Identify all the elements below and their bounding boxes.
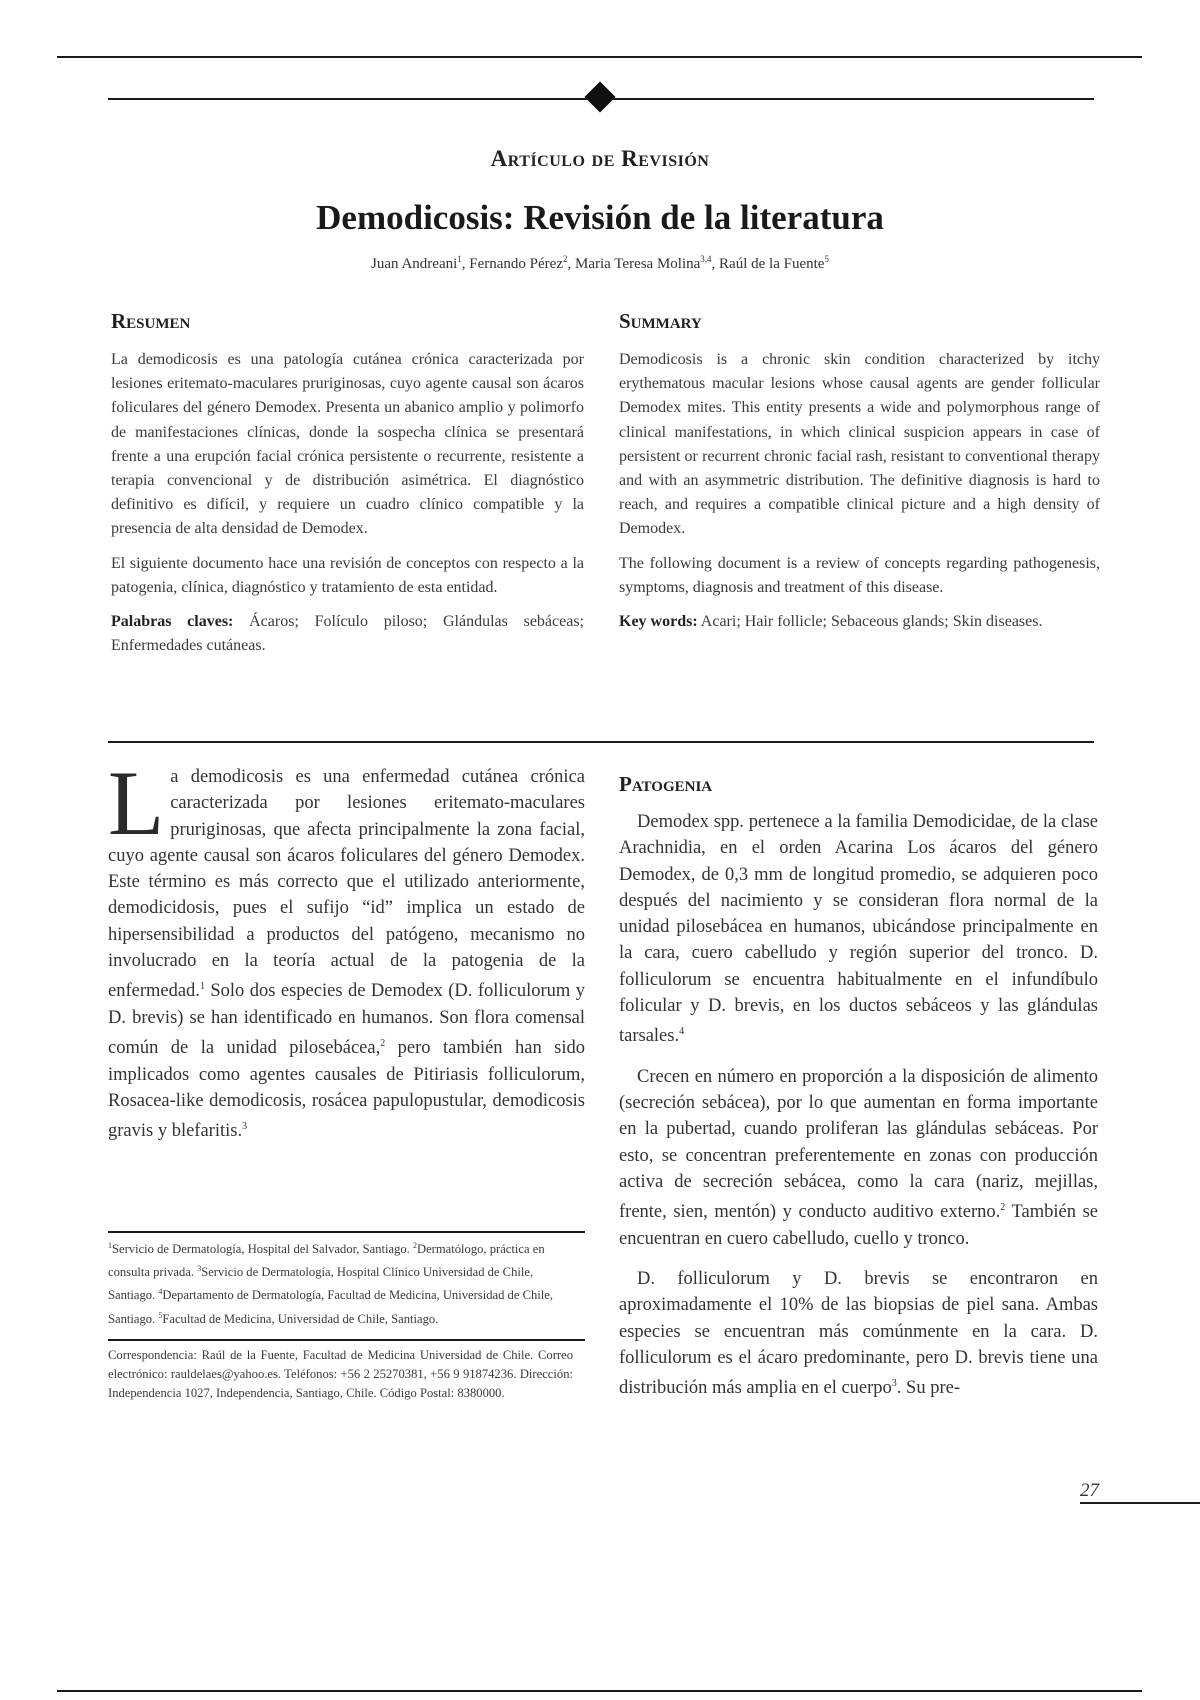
patogenia-heading: Patogenia: [619, 772, 713, 796]
page-number: 27: [1080, 1480, 1099, 1501]
author-name: Juan Andreani: [371, 256, 458, 272]
patogenia-paragraph: Crecen en número en proporción a la disposición de alimento (secreción sebácea), por lo que aumentan en forma importante en la pubertad, cuando proliferan las glándulas sebáceas. Por esto, se concentran preferentemente en zonas con producción activa de secreción sebácea, como la cara (nariz, mejillas, frente, sien, mentón) y conducto auditivo externo.$^2$ También se encuentran en cuero cabelludo, cuello y tronco.: [619, 1066, 1098, 1249]
author-name: Raúl de la Fuente: [719, 256, 825, 272]
resumen-paragraph: El siguiente documento hace una revisión de conceptos con respecto a la patogenia, clínica, diagnóstico y tratamiento de esta entidad.: [111, 554, 584, 596]
summary-keywords: [619, 610, 1100, 634]
author-list: Juan Andreani$^1$, Fernando Pérez$^2$, Maria Teresa Molina$^{3,4}$, Raúl de la Fuente$^5$: [371, 254, 829, 272]
summary-block: [619, 309, 1100, 644]
citation-sup: 3: [242, 1121, 248, 1133]
summary-paragraph: Demodicosis is a chronic skin condition characterized by itchy erythematous macular lesions whose causal agents are gender follicular Demodex mites. This entity presents a wide and polymorphous range of clinical manifestations, in which clinical suspicion appears in case of persistent or recurrent chronic facial rash, resistant to conventional therapy and with an asymmetric distribution. The definitive diagnosis is hard to reach, and requires a compatible clinical picture and a high density of Demodex.: [619, 351, 1100, 538]
summary-heading: Summary: [619, 309, 702, 333]
keywords-label: Palabras claves:: [111, 613, 234, 631]
intro-paragraph: [108, 752, 585, 1145]
citation-sup: 1: [199, 981, 205, 993]
author-name: Maria Teresa Molina: [575, 256, 701, 272]
author-sup: 1: [457, 254, 462, 264]
page-number-rule: [1080, 1502, 1200, 1504]
diamond-ornament: [584, 81, 615, 112]
summary-paragraph: The following document is a review of concepts regarding pathogenesis, symptoms, diagnosis and treatment of this disease.: [619, 554, 1100, 596]
author-sup: 5: [824, 254, 829, 264]
author-sup: 3,4: [700, 254, 712, 264]
intro-text: pero también han sido implicados como agentes causales de Pitiriasis folliculorum, Rosacea-like demodicosis, rosácea papulopustular, demodicosis gravis y blefaritis.: [108, 1038, 585, 1142]
dropcap-letter: L: [108, 752, 165, 854]
article-title: Demodicosis: Revisión de la literatura: [316, 198, 884, 237]
top-border-rule: [57, 56, 1142, 58]
patogenia-paragraph: Demodex spp. pertenece a la familia Demodicidae, de la clase Arachnidia, en el orden Acarina Los ácaros del género Demodex, de 0,3 mm de longitud promedio, se adquieren poco después del nacimiento y se consideran flora normal de la unidad pilosebácea en humanos, ubicándose principalmente en la cara, cuero cabelludo y región superior del tronco. D. folliculorum se encuentra habitualmente en el infundíbulo folicular y D. brevis, en los ductos sebáceos y las glándulas tarsales.$^4$: [619, 812, 1098, 1047]
citation-sup: 2: [1000, 1202, 1006, 1214]
correspondence-rule: [108, 1339, 585, 1341]
summary-body: [619, 348, 1100, 634]
section-label: Artículo de Revisión: [490, 146, 710, 171]
citation-sup: 2: [380, 1038, 386, 1050]
keywords-text: Acari; Hair follicle; Sebaceous glands; Skin diseases.: [700, 613, 1043, 631]
author-sup: 2: [563, 254, 568, 264]
bottom-border-rule: [57, 1690, 1142, 1692]
resumen-body: [111, 348, 584, 658]
resumen-heading: Resumen: [111, 309, 191, 333]
keywords-text: Ácaros; Folículo piloso; Glándulas sebáceas; Enfermedades cutáneas.: [111, 613, 584, 655]
footnote-rule: [108, 1231, 585, 1233]
abstract-divider: [108, 741, 1094, 743]
resumen-block: [111, 309, 584, 668]
citation-sup: 3: [891, 1378, 897, 1390]
resumen-keywords: [111, 610, 584, 658]
patogenia-paragraph: D. folliculorum y D. brevis se encontraron en aproximadamente el 10% de las biopsias de piel sana. Ambas especies se encuentran más comúnmente en la cara. D. folliculorum es el ácaro predominante, pero D. brevis tiene una distribución más amplia en el cuerpo$^3$. Su pre-: [619, 1269, 1098, 1399]
patogenia-section: [619, 772, 1098, 1416]
patogenia-body: [619, 809, 1098, 1402]
correspondence-footnote: Correspondencia: Raúl de la Fuente, Facultad de Medicina Universidad de Chile. Correo electrónico: rauldelaes@yahoo.es. Teléfonos: +56 2 25270381, +56 9 91874236. Dirección: Independencia 1027, Independencia, Santiago, Chile. Código Postal: 8380000.: [108, 1348, 573, 1400]
author-name: Fernando Pérez: [469, 256, 563, 272]
citation-sup: 4: [679, 1026, 685, 1038]
intro-text: a demodicosis es una enfermedad cutánea crónica caracterizada por lesiones eritemato-maculares pruriginosas, que afecta principalmente la zona facial, cuyo agente causal son ácaros foliculares del género Demodex. Este término es más correcto que el utilizado anteriormente, demodicidosis, pues el sufijo “id” implica un estado de hipersensibilidad a productos del patógeno, mecanismo no involucrado en la teoría actual de la patogenia de la enfermedad.: [108, 767, 585, 1002]
keywords-label: Key words:: [619, 613, 698, 631]
intro-text: Solo dos especies de Demodex (D. folliculorum y D. brevis) se han identificado en humanos. Son flora comensal común de la unidad pilosebácea,: [108, 981, 585, 1059]
affiliations-footnote: $^1$Servicio de Dermatología, Hospital del Salvador, Santiago. $^2$Dermatólogo, práctica en consulta privada. $^3$Servicio de Dermatología, Hospital Clínico Universidad de Chile, Santiago. $^4$Departamento de Dermatología, Facultad de Medicina, Universidad de Chile, Santiago. $^5$Facultad de Medicina, Universidad de Chile, Santiago.: [108, 1241, 554, 1326]
resumen-paragraph: La demodicosis es una patología cutánea crónica caracterizada por lesiones eritemato-maculares pruriginosas, cuyo agente causal son ácaros foliculares del género Demodex. Presenta un abanico amplio y polimorfo de manifestaciones clínicas, donde la sospecha clínica se presentará frente a una erupción facial crónica persistente o recurrente, resistente a terapia convencional y de distribución asimétrica. El diagnóstico definitivo es difícil, y requiere un cuadro clínico compatible y la presencia de alta densidad de Demodex.: [111, 351, 584, 538]
